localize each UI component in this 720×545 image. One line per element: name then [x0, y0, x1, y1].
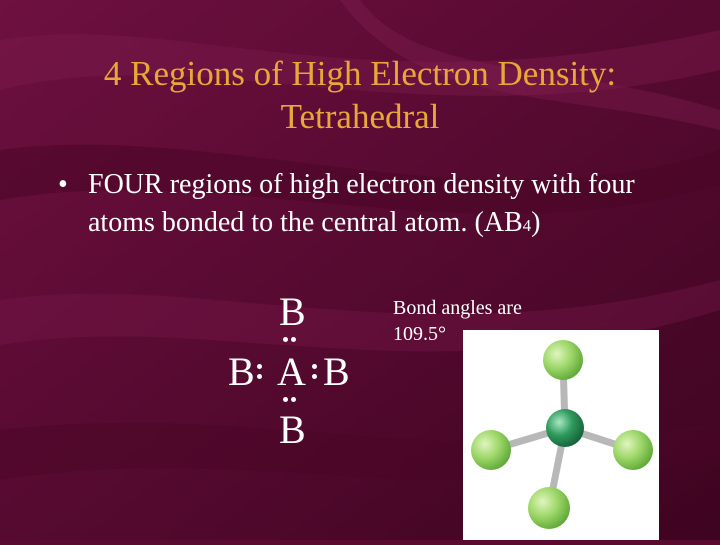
bullet-text	[88, 166, 678, 245]
electron-pair-right	[312, 364, 318, 380]
central-atom	[546, 409, 584, 447]
tetrahedral-model-image	[463, 330, 659, 540]
electron-pair-left	[257, 364, 263, 380]
outer-atom-top	[543, 340, 583, 380]
lewis-atom-center: A	[277, 349, 306, 394]
bullet-body: FOUR regions of high electron density with four atoms bonded to the central atom. (AB	[88, 169, 635, 238]
title-line-1: 4 Regions of High Electron Density:	[103, 54, 617, 93]
bullet-subscript: 4	[522, 216, 532, 235]
slide-title	[0, 52, 720, 138]
outer-atom-bottom	[528, 487, 570, 529]
electron-pair-top	[283, 337, 297, 345]
title-line-2: Tetrahedral	[280, 97, 440, 136]
bullet-marker: •	[58, 169, 68, 200]
bullet-close-paren: )	[531, 207, 541, 238]
ball-and-stick-model	[463, 330, 659, 540]
note-line-1: Bond angles are	[393, 297, 522, 319]
outer-atom-left	[471, 430, 511, 470]
lewis-atom-top: B	[279, 289, 306, 334]
lewis-atom-right: B	[323, 349, 350, 394]
outer-atom-right	[613, 430, 653, 470]
note-line-2: 109.5°	[393, 323, 446, 345]
lewis-atom-bottom: B	[279, 407, 306, 452]
electron-pair-bottom	[283, 397, 297, 405]
lewis-atom-left: B	[228, 349, 255, 394]
